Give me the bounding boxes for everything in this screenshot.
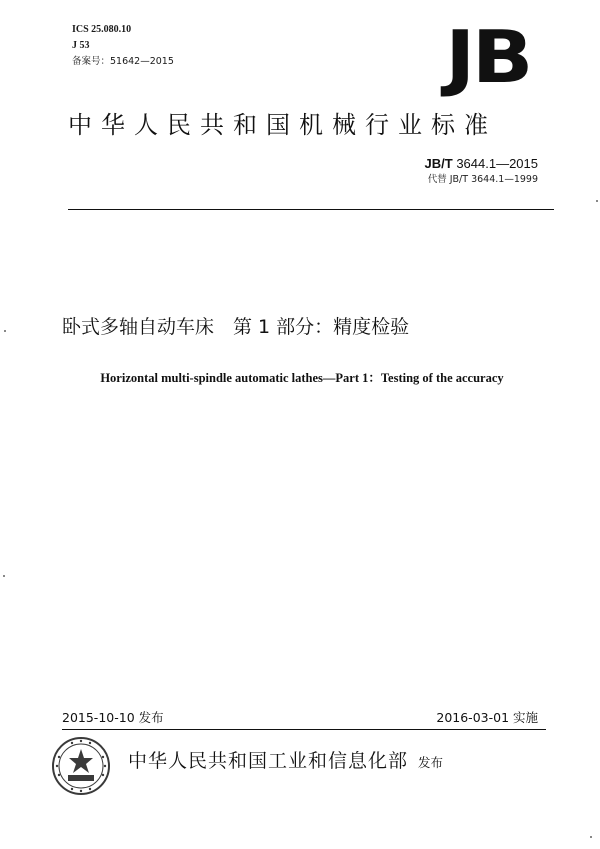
filing-number: 备案号：51642—2015 [72,56,174,67]
scan-dot [590,836,592,838]
bottom-rule [62,729,546,730]
scan-dot [3,575,5,577]
title-english: Horizontal multi-spindle automatic lathes—Part 1：Testing of the accuracy [100,371,504,385]
issuer-name: 中华人民共和国工业和信息化部 [128,750,409,772]
ccs-code: J 53 [72,40,90,51]
standard-replaces: 代替 JB/T 3644.1—1999 [427,174,538,185]
issuer-line [128,748,443,776]
standard-prefix: JB/T [424,156,453,171]
ics-code: ICS 25.080.10 [72,24,132,35]
org-title: 中华人民共和国机械行业标准 [68,111,497,139]
standard-number [425,156,538,172]
top-rule [68,209,554,210]
standard-code: 3644.1—2015 [452,156,538,171]
scan-dot [596,200,598,202]
effective-date: 2016-03-01 实施 [436,710,538,725]
title-chinese: 卧式多轴自动车床 第 1 部分：精度检验 [62,316,410,338]
issue-date: 2015-10-10 发布 [62,710,164,725]
scan-dot [4,330,6,332]
jb-logo: JB [445,15,530,99]
issuer-suffix: 发布 [418,755,444,770]
seal-emblem-icon [50,735,112,797]
